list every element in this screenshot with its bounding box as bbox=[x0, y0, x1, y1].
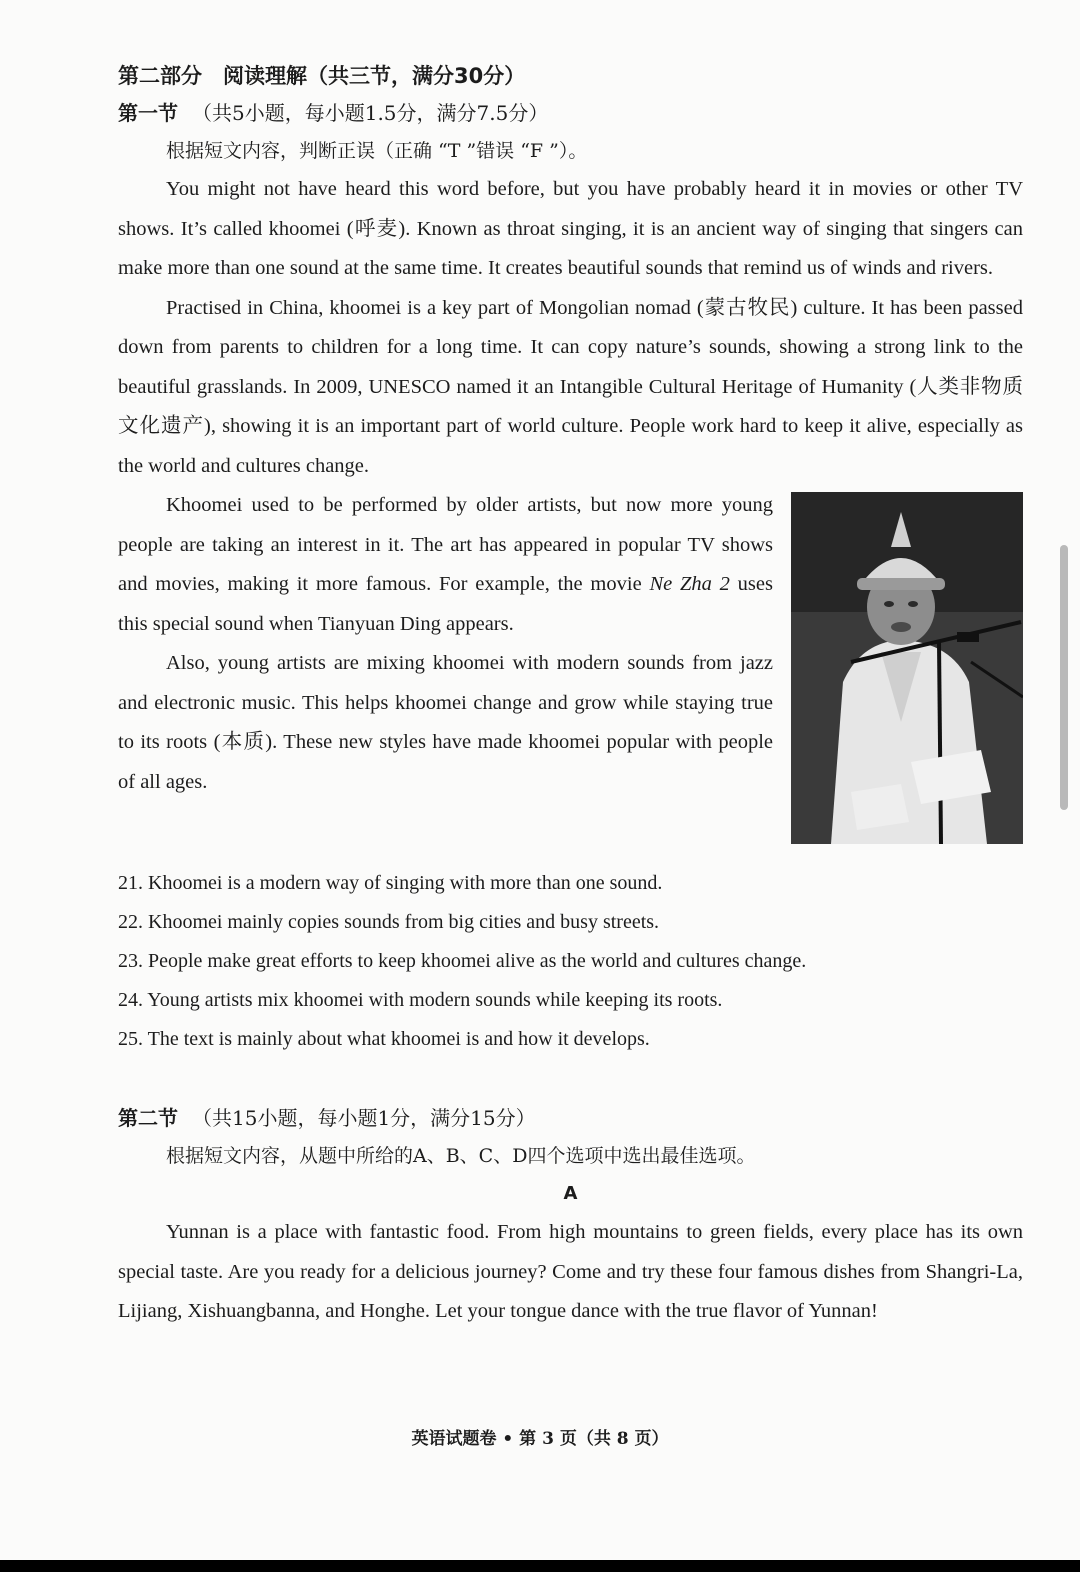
passage1-figure-block bbox=[118, 486, 1023, 844]
passage-a-paragraph: Yunnan is a place with fantastic food. From high mountains to green fields, every place has its own special taste. Are you ready for a delicious journey? Come and try these four famous dishes from Shangri-La, Lijiang, Xishuangbanna, and Honghe. Let your tongue dance with the true flavor of Yunnan! bbox=[118, 1221, 1023, 1322]
singer-illustration bbox=[791, 492, 1023, 844]
page-footer: 英语试题卷 • 第 3 页（共 8 页） bbox=[411, 1429, 669, 1449]
section2-instruction: 根据短文内容，从题中所给的A、B、C、D四个选项中选出最佳选项。 bbox=[166, 1145, 756, 1167]
question-list bbox=[118, 864, 1023, 1059]
passage-letter: A bbox=[563, 1183, 578, 1204]
section2-info: （共15小题，每小题1分，满分15分） bbox=[192, 1106, 536, 1130]
bottom-edge-bar bbox=[0, 1560, 1080, 1572]
question-item: 22. Khoomei mainly copies sounds from big cities and busy streets. bbox=[118, 911, 660, 933]
section2-name: 第二节 bbox=[118, 1106, 178, 1130]
page-content bbox=[118, 58, 1023, 1332]
question-item: 25. The text is mainly about what khoomei is and how it develops. bbox=[118, 1028, 650, 1050]
question-item: 21. Khoomei is a modern way of singing with more than one sound. bbox=[118, 872, 663, 894]
passage1-paragraph-2: Practised in China, khoomei is a key part of Mongolian nomad (蒙古牧民) culture. It has been passed down from parents to children for a long time. It can copy nature’s sounds, showing a strong link to the beautiful grasslands. In 2009, UNESCO named it an Intangible Cultural Heritage of Humanity (人类非物质文化遗产), showing it is an important part of world culture. People work hard to keep it alive, especially as the world and cultures change. bbox=[118, 296, 1023, 477]
question-item: 23. People make great efforts to keep khoomei alive as the world and cultures change. bbox=[118, 950, 807, 972]
vertical-scrollbar[interactable] bbox=[1060, 545, 1068, 810]
section2-heading bbox=[118, 1099, 1023, 1137]
section2 bbox=[118, 1099, 1023, 1332]
section1-name: 第一节 bbox=[118, 101, 178, 125]
part-heading: 第二部分 阅读理解（共三节，满分30分） bbox=[118, 64, 526, 88]
question-item: 24. Young artists mix khoomei with modern sounds while keeping its roots. bbox=[118, 989, 723, 1011]
passage1-paragraph-4: Also, young artists are mixing khoomei with modern sounds from jazz and electronic music. This helps khoomei change and grow while staying true to its roots (本质). These new styles have made khoomei popular with people of all ages. bbox=[118, 652, 773, 793]
khoomei-singer-photo bbox=[791, 492, 1023, 844]
section1-info: （共5小题，每小题1.5分，满分7.5分） bbox=[192, 101, 549, 125]
passage1-paragraph-1: You might not have heard this word before, but you have probably heard it in movies or other TV shows. It’s called khoomei (呼麦). Known as throat singing, it is an ancient way of singing that singers can make more than one sound at the same time. It creates beautiful sounds that remind us of winds and rivers. bbox=[118, 178, 1023, 279]
movie-title: Ne Zha 2 bbox=[649, 573, 730, 595]
section1-heading bbox=[118, 94, 1023, 132]
paragraph-3-text-end: uses this special sound when Tianyuan Ding appears. bbox=[118, 573, 773, 635]
section1-instruction: 根据短文内容，判断正误（正确 “T ”错误 “F ”）。 bbox=[166, 140, 588, 162]
paragraph-3-text-start: Khoomei used to be performed by older artists, but now more young people are taking an interest in it. The art has appeared in popular TV shows and movies, making it more famous. For example, the movie bbox=[118, 494, 773, 595]
